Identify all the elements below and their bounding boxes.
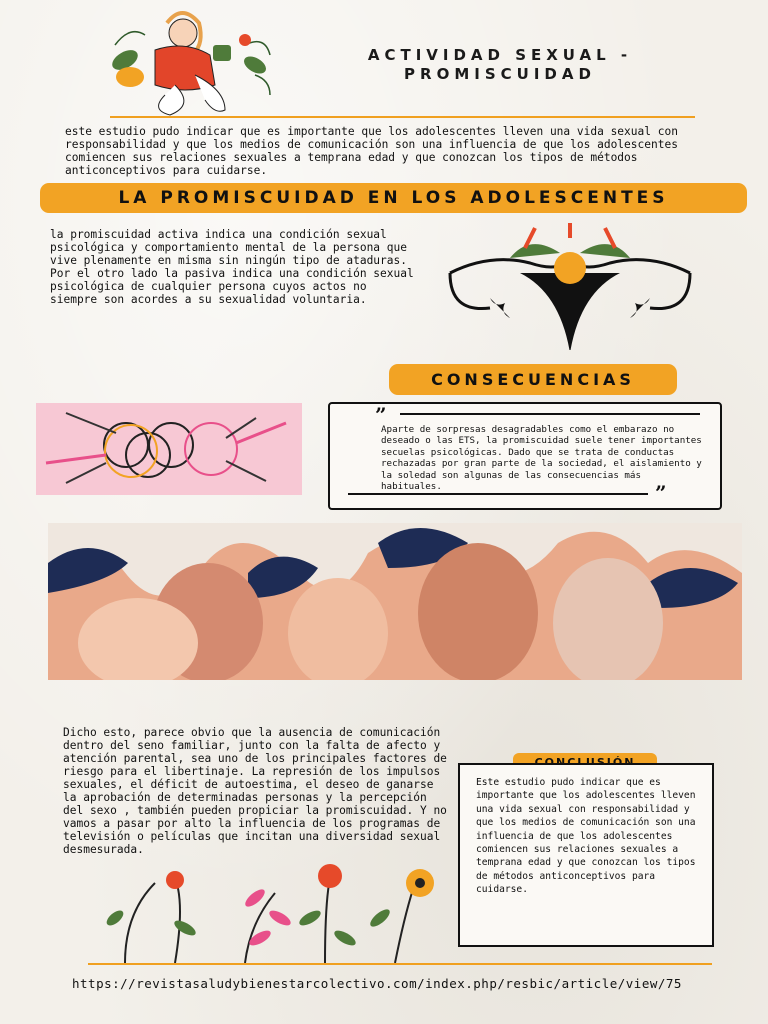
page-title [300,46,700,84]
section3-text: Dicho esto, parece obvio que la ausencia de comunicación dentro del seno familiar, junto con la falta de afecto y atención parental, sea uno de los principales factores de riesgo para el libertinaje. La represión de los impulsos sexuales, el déficit de autoestima, el deseo de ganarse la aprobación de determinadas personas y la percepción del sexo , también pueden propiciar la promiscuidad. Y no vamos a pasar por alto la influencia de los programas de televisión o películas que incitan una diversidad sexual desmesurada. [63,726,447,856]
section-heading-promiscuidad: LA PROMISCUIDAD EN LOS ADOLESCENTES [40,183,747,213]
quote-open-mark: ” [375,403,387,427]
quote-text: Aparte de sorpresas desagradables como el embarazo no deseado o las ETS, la promiscuidad suele tener importantes secuelas psicológicas. Dado que se trata de conductas rechazadas por gran parte de la sociedad, el aislamiento y la soledad son algunas de las consecuencias más habituales. [381,424,702,493]
section-heading-consecuencias: CONSECUENCIAS [389,364,677,395]
page-title-line1: ACTIVIDAD SEXUAL - [367,46,633,64]
conclusion-text: Este estudio pudo indicar que es importante que los adolescentes lleven una vida sexual con responsabilidad y que los medios de comunicación son una influencia de que los adolescentes comiencen sus relaciones sexuales a temprana edad y que conozcan los tipos de métodos anticonceptivos para cuidarse. [476,777,696,896]
intro-text: este estudio pudo indicar que es importante que los adolescentes lleven una vida sexual con responsabilidad y que los medios de comunicación son una influencia de que los adolescentes comiencen sus relaciones sexuales a temprana edad y que conozcan los tipos de métodos anticonceptivos para cuidarse. [65,125,678,177]
source-link[interactable]: https://revistasaludybienestarcolectivo.com/index.php/resbic/article/view/75 [72,976,682,991]
page-title-line2: PROMISCUIDAD [404,65,596,83]
divider [110,116,695,118]
uterus-flower-illustration [440,218,700,350]
footer-divider [88,963,712,965]
woman-illustration [95,5,275,117]
quote-top-line [400,413,700,415]
crowd-illustration [48,523,742,680]
section1-text: la promiscuidad activa indica una condición sexual psicológica y comportamiento mental de la persona que vive plenamente en misma sin ningún tipo de ataduras. Por el otro lado la pasiva indica una condición sexual psicológica de cualquier persona cuyos actos no siempre son acordes a su sexualidad voluntaria. [50,228,414,306]
gender-symbols-image [36,403,302,495]
quote-bottom-line [348,493,648,495]
flowers-illustration [95,858,455,963]
quote-close-mark: ” [655,481,667,505]
